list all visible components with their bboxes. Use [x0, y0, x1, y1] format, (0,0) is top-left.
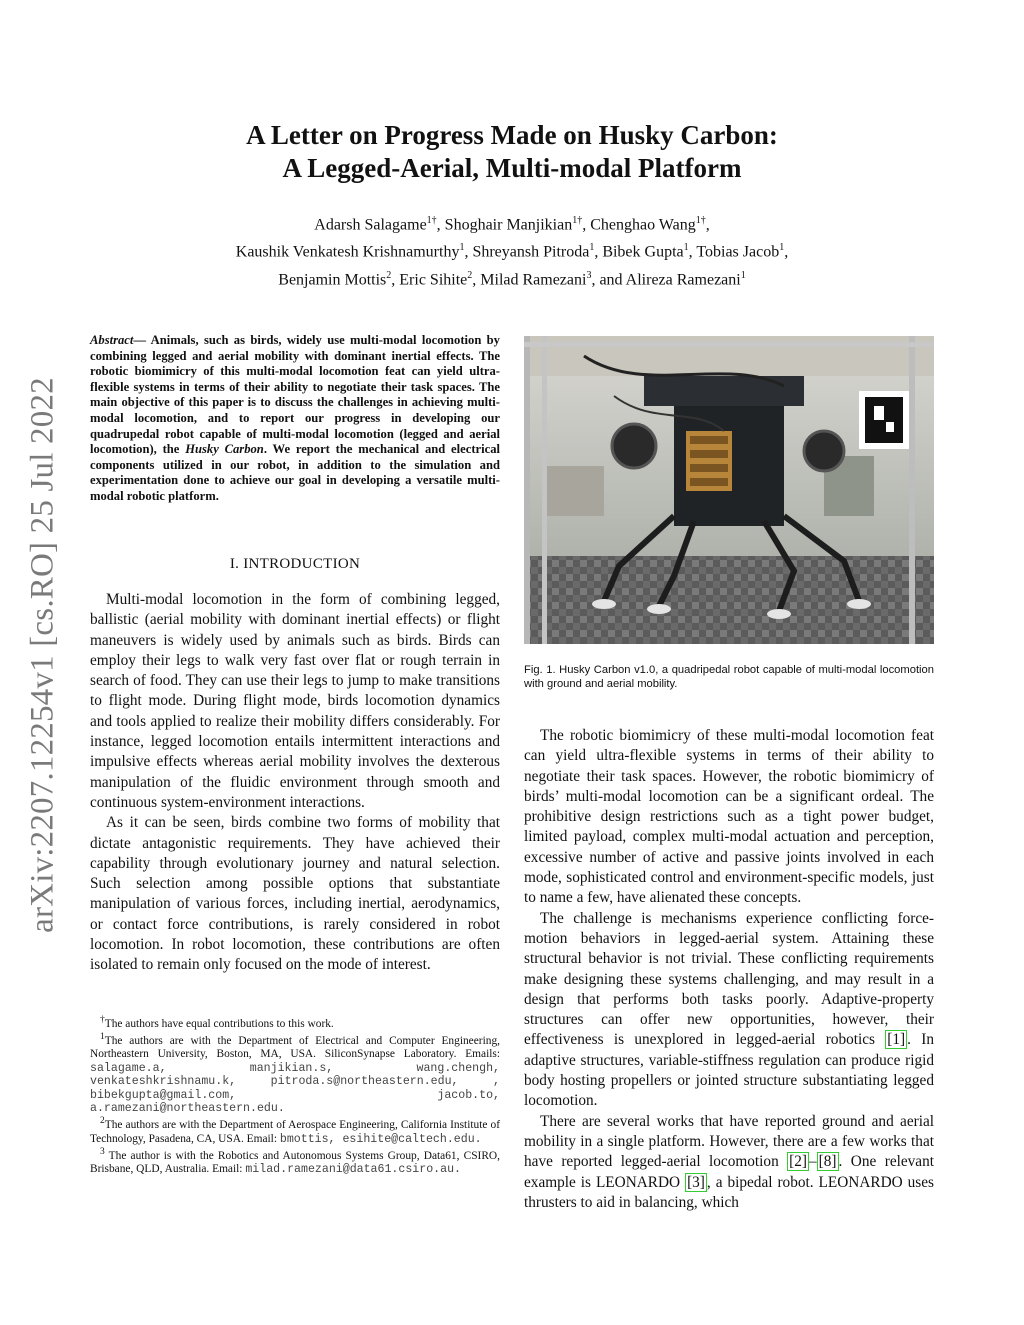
author-name: , Tobias Jacob: [688, 243, 780, 261]
paper-title: [150, 119, 874, 185]
figure-caption: Fig. 1. Husky Carbon v1.0, a quadripedal robot capable of multi-modal locomotion with ground and aerial mobility.: [524, 664, 934, 690]
abstract-label: Abstract: [90, 333, 134, 347]
affiliation-marker: 1†: [695, 215, 706, 226]
affiliation-marker: 2: [386, 269, 392, 281]
email-address: milad.ramezani@data61.csiro.au.: [245, 1163, 462, 1177]
author-line-3: [130, 264, 894, 291]
abstract-dash: —: [133, 333, 151, 347]
footnote-text: The authors are with the Department of Electrical and Computer Engineering, Northeastern University, Boston, MA, USA. SiliconSynapse Laboratory. Emails:: [90, 1035, 500, 1061]
affiliation-marker: 1: [683, 242, 689, 254]
paragraph-text: There are several works that have reported ground and aerial mobility in a single platform. However, there are a few works that have reported legged-aerial locomotion: [524, 1112, 934, 1171]
citation-link[interactable]: [1]: [887, 1031, 906, 1049]
author-name: Kaushik Venkatesh Krishnamurthy: [235, 243, 460, 261]
author-list: [130, 209, 894, 291]
affiliation-marker: 1: [779, 242, 785, 254]
affiliation-marker: 3: [586, 269, 592, 281]
citation-link[interactable]: [8]: [818, 1153, 837, 1171]
footnote-text: The authors have equal contributions to this work.: [104, 1017, 334, 1030]
affiliation-marker: 1: [740, 269, 746, 281]
author-name: , Bibek Gupta: [594, 243, 684, 261]
figure-robot-photo: [524, 336, 934, 644]
author-name: , Eric Sihite: [391, 270, 468, 288]
paragraph-text: . One relevant example is LEONARDO: [524, 1153, 934, 1191]
separator: ,: [705, 216, 710, 234]
author-name: Adarsh Salagame: [314, 216, 427, 234]
footnote-affiliation-3: [90, 1146, 500, 1177]
footnote-marker: †: [100, 1015, 105, 1025]
abstract: [90, 333, 500, 505]
separator: ,: [784, 243, 789, 261]
author-name: , Chenghao Wang: [582, 216, 696, 234]
paragraph: The robotic biomimicry of these multi-modal locomotion feat can yield ultra-flexible systems in terms of their ability to negotiate their task spaces. However, the robotic biomimicry of birds’ multi-modal locomotion can be a significant ordeal. The prohibitive design restrictions such as a tight power budget, limited payload, complex multi-modal actuation and perception, excessive number of active and passive joints involved in each mode, sophisticated control and environment-specific models, just to name a few, have alienated these concepts.: [524, 727, 934, 907]
author-name: Benjamin Mottis: [278, 270, 387, 288]
paragraph: Multi-modal locomotion in the form of combining legged, ballistic (aerial mobility with dominant inertial effects) or flight maneuvers is widely used by animals such as birds. Birds can employ their legs to walk very fast over flat or rough terrain in search of food. They can use their legs to jump to make transitions to flight mode. During flight mode, birds locomotion dynamics and tools applied to realize their mobility differs considerably. For instance, legged locomotion entails intermittent interactions and impulsive effects whereas aerial mobility involves the dexterous manipulation of the fluidic environment through smooth and continuous system-environment interactions.: [90, 591, 500, 811]
author-name: , Shreyansh Pitroda: [464, 243, 590, 261]
footnote-text: The author is with the Robotics and Autonomous Systems Group, Data61, CSIRO, Brisbane, QLD, Australia. Email:: [90, 1149, 500, 1176]
paragraph-text: , a bipedal robot. LEONARDO uses thrusters to aid in balancing, which: [524, 1173, 934, 1211]
introduction-body: [90, 590, 500, 976]
author-name: , and Alireza Ramezani: [591, 270, 741, 288]
email-list: salagame.a, manjikian.s, wang.chengh, venkateshkrishnamu.k, pitroda.s@northeastern.edu, , bibekgupta@gmail.com, jacob.to, a.ramezani@northeastern.edu.: [90, 1061, 500, 1116]
footnote-marker: 1: [100, 1032, 105, 1043]
abstract-text: Animals, such as birds, widely use multi-modal locomotion by combining legged and aerial mobility with dominant inertial effects. The robotic biomimicry of this multi-modal locomotion feat can yield ultra-flexible systems in terms of their ability to negotiate their task spaces. The main objective of this paper is to discuss the challenges in achieving multi-modal locomotion, and to report our progress in developing our quadrupedal robot capable of multi-modal locomotion (legged and aerial locomotion), the: [90, 333, 500, 457]
robot-name: Husky Carbon: [185, 442, 264, 457]
author-line-1: [130, 209, 894, 236]
footnote-equal-contribution: [90, 1014, 500, 1031]
title-line-1: A Letter on Progress Made on Husky Carbon:: [246, 120, 778, 150]
title-line-2: A Legged-Aerial, Multi-modal Platform: [282, 153, 742, 183]
author-name: , Milad Ramezani: [472, 270, 587, 288]
affiliation-marker: 1†: [572, 215, 583, 226]
affiliation-marker: 1: [459, 242, 465, 254]
paragraph-text: . In adaptive structures, variable-stiffness regulation can produce rigid body hosting propellers or jointed structure substantiating legged locomotion.: [524, 1031, 934, 1110]
paragraph: [524, 1112, 934, 1213]
footnote-text: The authors are with the Department of Aerospace Engineering, California Institute of Technology, Pasadena, CA, USA. Email:: [90, 1119, 500, 1145]
author-line-2: [130, 236, 894, 263]
author-name: , Shoghair Manjikian: [436, 216, 573, 234]
section-heading-introduction: I. INTRODUCTION: [229, 556, 361, 572]
right-column-body: [524, 726, 934, 1213]
abstract-text-continued: . We report the mechanical and electrical components utilized in our robot, in addition to the simulation and experimentation done to achieve our goal in developing a versatile multi-modal robotic platform.: [90, 442, 500, 503]
footnote-affiliation-1: [90, 1031, 500, 1115]
footnote-affiliation-2: [90, 1115, 500, 1146]
paragraph-text: The challenge is mechanisms experience conflicting force-motion behaviors in legged-aerial system. Attaining these structural behavior is not trivial. These conflicting requirements make designing these systems challenging, and may result in a design that performs both tasks poorly. Adaptive-property structures can offer new opportunities, however, their effectiveness is unexplored in legged-aerial robotics: [524, 909, 934, 1049]
affiliation-marker: 1†: [426, 215, 437, 226]
email-list: bmottis, esihite@caltech.edu.: [279, 1132, 482, 1146]
paragraph: As it can be seen, birds combine two forms of mobility that dictate antagonistic requirements. They have achieved their capability through evolutionary journey and natural selection. Such selection among possible options that substantiate manipulation of various forces, including inertial, aerodynamics, or contact force contributions, is rarely considered in robot locomotion. In robot locomotion, these contributions are often isolated to remain only focused on the mode of interest.: [90, 814, 500, 974]
arxiv-sidebar-stamp: [18, 355, 68, 955]
affiliation-marker: 1: [589, 242, 595, 254]
robot-photo-illustration: [524, 336, 934, 644]
footnote-marker: 3: [100, 1147, 105, 1158]
paragraph: [524, 909, 934, 1112]
citation-link[interactable]: [2]: [789, 1153, 808, 1171]
footnotes: [90, 1014, 500, 1177]
range-dash: –: [809, 1153, 817, 1171]
affiliation-marker: 2: [467, 269, 473, 281]
citation-link[interactable]: [3]: [687, 1173, 705, 1191]
footnote-marker: 2: [100, 1116, 105, 1127]
arxiv-identifier: arXiv:2207.12254v1 [cs.RO] 25 Jul 2022: [24, 377, 61, 933]
